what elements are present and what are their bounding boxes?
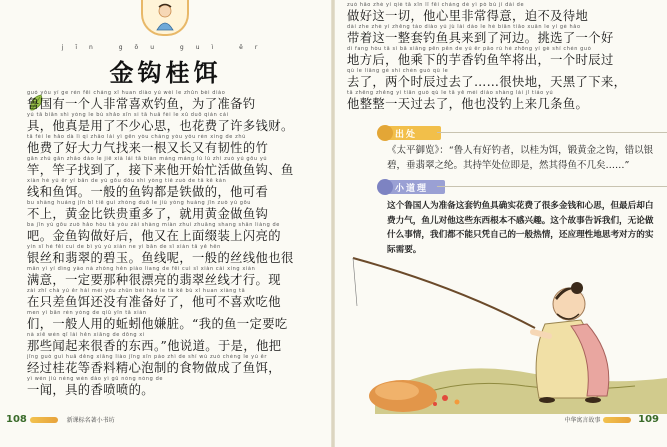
story-title: 金钩桂饵 bbox=[109, 58, 222, 87]
divider bbox=[437, 132, 667, 133]
series-label: 新课标名著小书坊 bbox=[66, 417, 115, 424]
text-line: yì wén jiù néng wén dào yì gǔ nóng nóng de 一闻，具的香喷喷的。 bbox=[27, 376, 164, 397]
series-label: 中华寓言故事 bbox=[564, 417, 601, 424]
text-line: ba jīn yú gōu zuò hǎo hòu tā yòu zài shàng miàn zhuì zhuāng shang shǎn liàng de 吧。金鱼钩做好后，他又在上面缀装上闪亮的 bbox=[27, 222, 281, 243]
lesson-label: 小道理 bbox=[395, 183, 429, 194]
fisherman-medallion-illustration bbox=[141, 0, 189, 36]
source-section-tag bbox=[381, 126, 441, 140]
page-number: 108 bbox=[6, 414, 27, 425]
story-body-right bbox=[347, 2, 647, 112]
divider bbox=[437, 186, 667, 187]
fisherman-illustration bbox=[335, 236, 667, 414]
title-pinyin: jīn gōu guì ěr bbox=[61, 44, 270, 51]
right-page-footer bbox=[564, 414, 659, 425]
text-line: xiàn hé yú ěr yí bān de yú gōu dōu shì yòng tiě zuò de tā kě kàn 线和鱼饵。一般的鱼钩都是铁做的，他可看 bbox=[27, 178, 269, 199]
text-line: gān zhú gān zhǎo dào le jiē xià lái tā biàn máng máng lù lù zhì zuò yú gōu yú 竿，竿子找到了，接下来他开始忙活做鱼钩、鱼 bbox=[27, 156, 294, 177]
lesson-paragraph: 这个鲁国人为准备这套钓鱼具确实花费了很多金钱和心思，但最后却白费力气，鱼儿对他这些东西根本不感兴趣。这个故事告诉我们，无论做什么事情，我们都不能只凭自己的一般热情，还应理性地思考对方的实际需要。 bbox=[387, 201, 654, 255]
text-line: yú tā biān shì yòng le bù shǎo xīn si tā huā fèi le xǔ duō qián cái 具，他真是用了不少心思，也花费了许多钱财。 bbox=[27, 112, 294, 133]
text-line: qù le liǎng gè shí chén guò qù le 去了，两个时辰过去了……很快地，天黑了下来， bbox=[347, 68, 627, 89]
tag-bullet-icon bbox=[377, 125, 393, 141]
text-line: mǎn yì yí dìng yào nà zhǒng hěn piào liang de fěi cuì sī xiàn cái xíng xiàn 满意，一定要那种很漂亮的翡翠丝线才行。现 bbox=[27, 266, 281, 287]
footer-decoration bbox=[603, 417, 631, 423]
text-line: guó yǒu yí ge rén fēi cháng xǐ huan diào yú wèi le zhǔn bèi diào 鲁国有一个人非常喜欢钓鱼，为了准备钓 bbox=[27, 90, 256, 111]
lesson-section-tag bbox=[381, 180, 445, 194]
text-line: men yì bān rén yòng de qiū yǐn tā xián 们，一般人用的蚯蚓他嫌脏。“我的鱼一定要吃 bbox=[27, 310, 288, 331]
text-line: tā zhěng zhěng yì tiān guò qù le tā yě méi diào shàng lái jǐ tiáo yú 他整整一天过去了，他也没钓上来几条鱼。 bbox=[347, 90, 589, 111]
tag-bullet-icon bbox=[377, 179, 393, 195]
source-quote: 《太平御览》：“鲁人有好钓者，以桂为饵，锻黄金之钩，错以银碧，垂翡翠之纶。其持竿处位即是，然其得鱼不几矣……” bbox=[387, 145, 654, 171]
text-line: dài zhe zhè yí zhěng tào diào yú jù lái dào le hé biān tiāo xuǎn le yí gè hǎo 带着这一整套钓鱼具来到了河边。挑选了一个好 bbox=[347, 24, 614, 45]
text-line: zuò hǎo zhè yí qiè tā xīn lǐ fēi cháng dé yì pò bù jí dài de 做好这一切，他心里非常得意，迫不及待地 bbox=[347, 2, 589, 23]
text-line: yín sī hé fěi cuì de bì yù yú xiàn ne yì bān de sī xiàn tā yě hěn 银丝和翡翠的碧玉。鱼线呢，一般的丝线他也很 bbox=[27, 244, 294, 265]
right-page bbox=[335, 0, 667, 447]
text-line: bu shàng huáng jīn bǐ tiě guì zhòng duō le jiù yòng huáng jīn zuò yú gōu 不上，黄金比铁贵重多了，就用黄金做鱼钩 bbox=[27, 200, 269, 221]
left-page bbox=[0, 0, 331, 447]
text-line: jīng guò guì huā děng xiāng liào jīng xīn pào zhì de shí wù zuò chéng le yú ěr 经过桂花等香料精心泡制的食物做成了鱼饵， bbox=[27, 354, 281, 375]
text-line: tā fèi le hǎo dà lì qi zhǎo lái yì gēn yòu cháng yòu yǒu rèn xìng de zhú 他费了好大力气找来一根又长又有韧性的竹 bbox=[27, 134, 269, 155]
source-label: 出处 bbox=[395, 129, 418, 140]
text-line: zài zhǐ chà yú ěr hái méi yǒu zhǔn bèi hǎo le tā kě bù xǐ huan xiàng tā 在只差鱼饵还没有准备好了，他可不喜欢吃他 bbox=[27, 288, 281, 309]
story-body-left bbox=[27, 90, 317, 398]
left-page-footer bbox=[6, 414, 115, 425]
page-number: 109 bbox=[638, 414, 659, 425]
footer-decoration bbox=[30, 417, 58, 423]
text-line: dì fang hòu tā sì bǎ xiāng pēn pēn de yú ěr pāo rù hé zhōng yí gè shí chén guò 地方后，他乘下的芋香钓鱼竿将出，一个时辰过 bbox=[347, 46, 614, 67]
text-line: nà xiē wén qǐ lái hěn xiāng de dōng xi 那些闻起来很香的东西。”他说道。于是，他把 bbox=[27, 332, 282, 353]
